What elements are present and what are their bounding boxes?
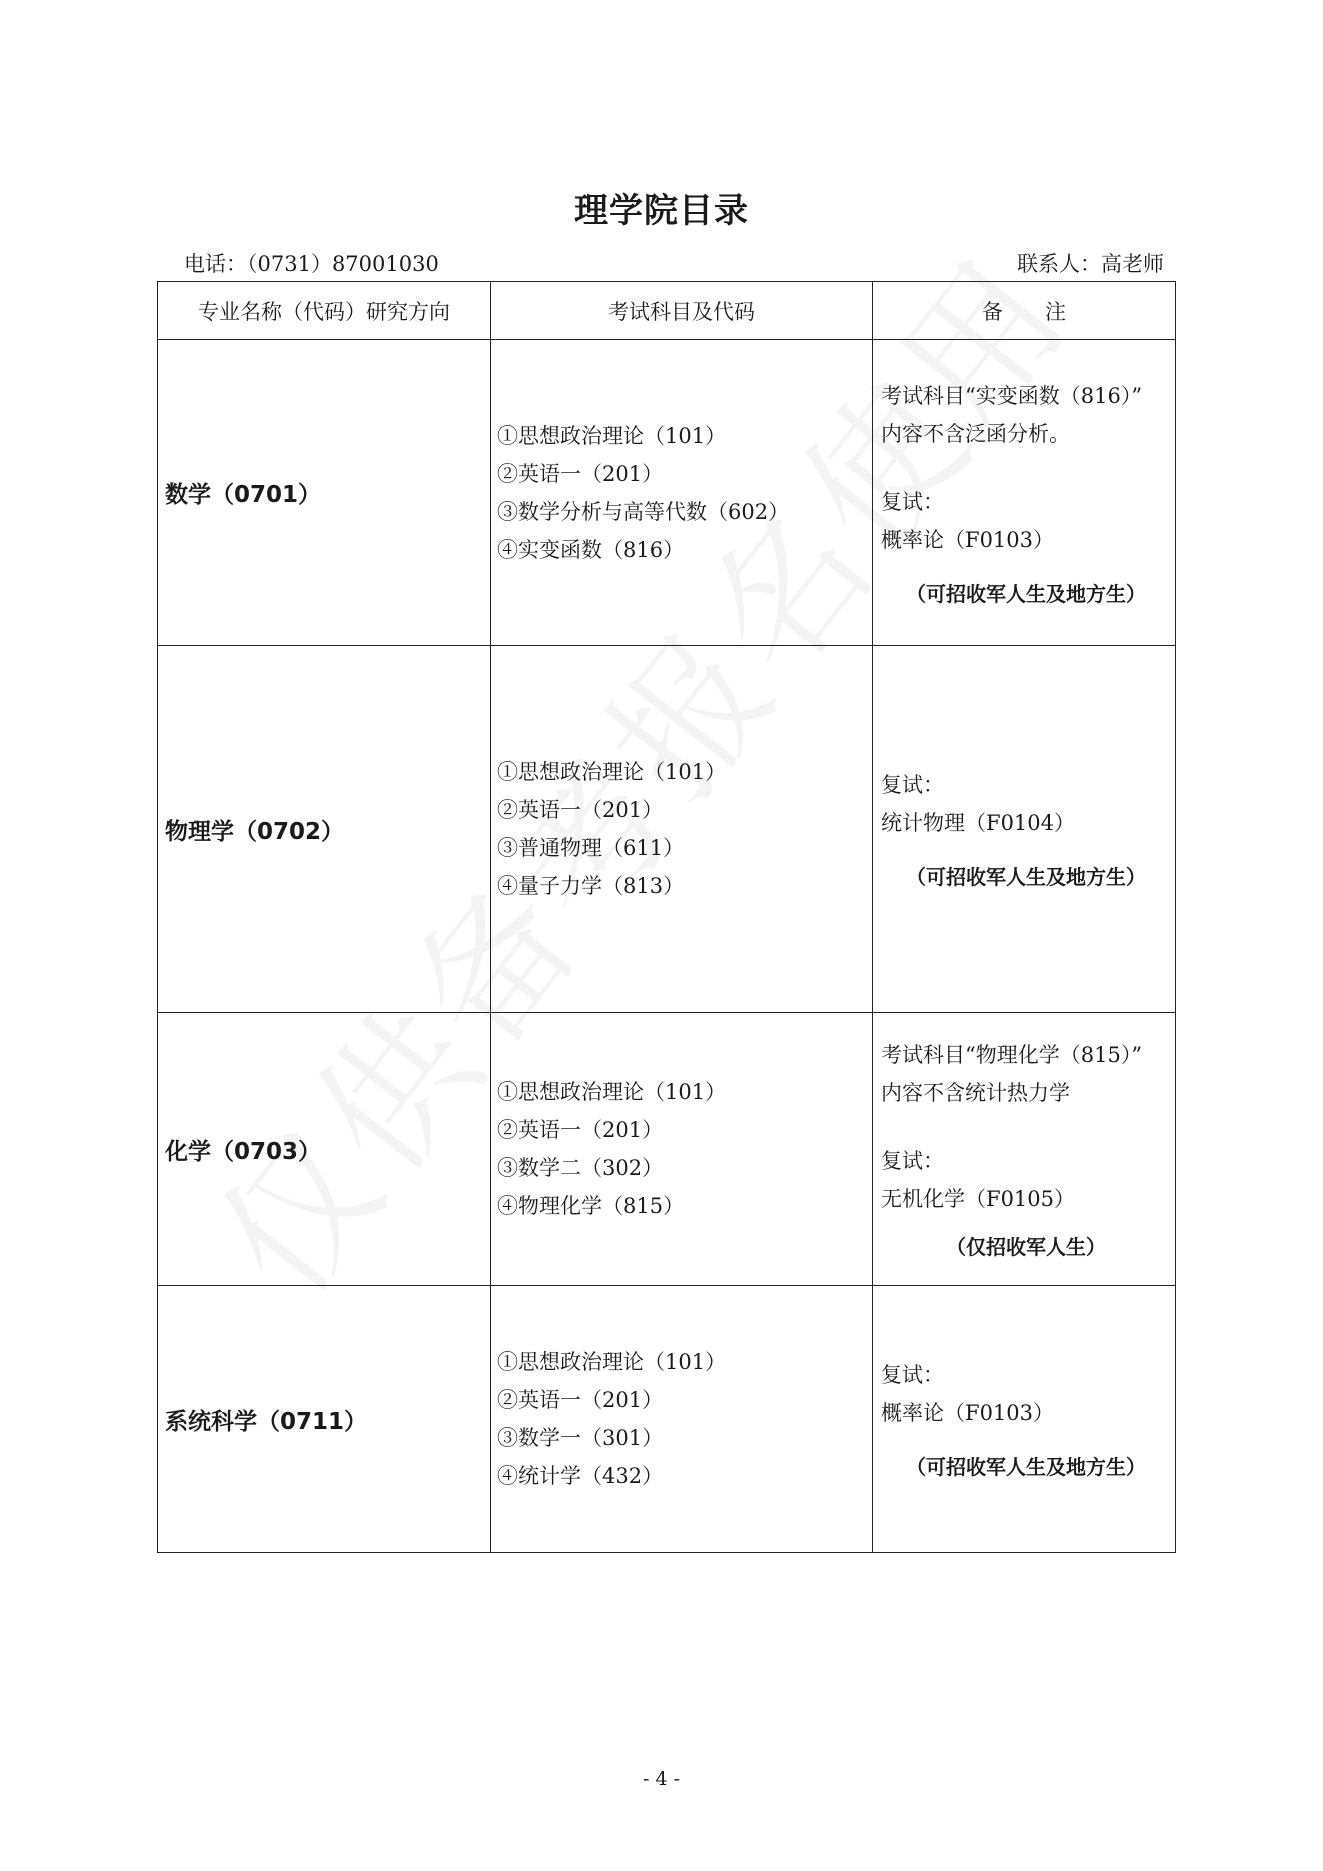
subject-item: ②英语一（201） xyxy=(497,1118,664,1142)
major-name: 物理学（0702） xyxy=(158,646,491,1013)
header-subjects: 考试科目及代码 xyxy=(491,282,873,340)
note-line: 复试： xyxy=(881,1149,944,1173)
subject-item: ②英语一（201） xyxy=(497,461,664,486)
subject-item: ③数学分析与高等代数（602） xyxy=(497,499,790,524)
header-notes: 备 注 xyxy=(873,282,1176,340)
subject-item: ②英语一（201） xyxy=(497,798,664,822)
table-header-row xyxy=(158,282,1176,340)
note-line: 无机化学（F0105） xyxy=(881,1187,1076,1211)
major-name: 化学（0703） xyxy=(158,1013,491,1286)
table-row xyxy=(158,1013,1176,1286)
exam-subjects xyxy=(491,340,873,646)
note-spacer xyxy=(881,1432,1171,1452)
contact-person: 联系人：高老师 xyxy=(1017,252,1164,276)
table-row xyxy=(158,1286,1176,1553)
header-major: 专业名称（代码）研究方向 xyxy=(158,282,491,340)
admission-note: （可招收军人生及地方生） xyxy=(906,1455,1146,1479)
subject-item: ①思想政治理论（101） xyxy=(497,1080,727,1104)
note-line: 概率论（F0103） xyxy=(881,1401,1055,1425)
subject-item: ③数学二（302） xyxy=(497,1156,664,1180)
subject-item: ④实变函数（816） xyxy=(497,537,685,562)
subject-item: ③普通物理（611） xyxy=(497,836,685,860)
remarks xyxy=(873,646,1176,1013)
subject-item: ④统计学（432） xyxy=(497,1464,664,1488)
note-line: 内容不含泛函分析。 xyxy=(881,421,1070,446)
note-line: 复试： xyxy=(881,1363,944,1387)
remarks xyxy=(873,340,1176,646)
table-row xyxy=(158,646,1176,1013)
page-title: 理学院目录 xyxy=(574,191,749,231)
exam-subjects xyxy=(491,646,873,1013)
admission-note: （可招收军人生及地方生） xyxy=(906,865,1146,889)
admission-note: （仅招收军人生） xyxy=(946,1235,1106,1259)
note-spacer xyxy=(881,842,1171,862)
exam-subjects xyxy=(491,1286,873,1553)
table-row xyxy=(158,340,1176,646)
subject-item: ④量子力学（813） xyxy=(497,874,685,898)
note-spacer xyxy=(881,559,1171,579)
page-number: - 4 - xyxy=(642,1768,680,1790)
phone-number: 电话：（0731）87001030 xyxy=(184,252,439,276)
note-spacer xyxy=(881,1218,1171,1232)
note-line: 概率论（F0103） xyxy=(881,527,1055,552)
remarks xyxy=(873,1013,1176,1286)
admission-note: （可招收军人生及地方生） xyxy=(906,581,1146,606)
catalog-table xyxy=(157,281,1176,1553)
note-spacer xyxy=(881,1112,1171,1142)
note-line: 统计物理（F0104） xyxy=(881,811,1076,835)
subject-item: ①思想政治理论（101） xyxy=(497,1350,727,1374)
subject-item: ④物理化学（815） xyxy=(497,1194,685,1218)
remarks xyxy=(873,1286,1176,1553)
subject-item: ②英语一（201） xyxy=(497,1388,664,1412)
major-name: 系统科学（0711） xyxy=(158,1286,491,1553)
note-line: 复试： xyxy=(881,489,944,514)
note-spacer xyxy=(881,453,1171,483)
note-line: 内容不含统计热力学 xyxy=(881,1081,1070,1105)
note-line: 考试科目“实变函数（816）” xyxy=(881,383,1143,408)
note-line: 复试： xyxy=(881,773,944,797)
exam-subjects xyxy=(491,1013,873,1286)
subject-item: ①思想政治理论（101） xyxy=(497,760,727,784)
major-name: 数学（0701） xyxy=(158,340,491,646)
subject-item: ①思想政治理论（101） xyxy=(497,423,727,448)
subject-item: ③数学一（301） xyxy=(497,1426,664,1450)
note-line: 考试科目“物理化学（815）” xyxy=(881,1043,1143,1067)
